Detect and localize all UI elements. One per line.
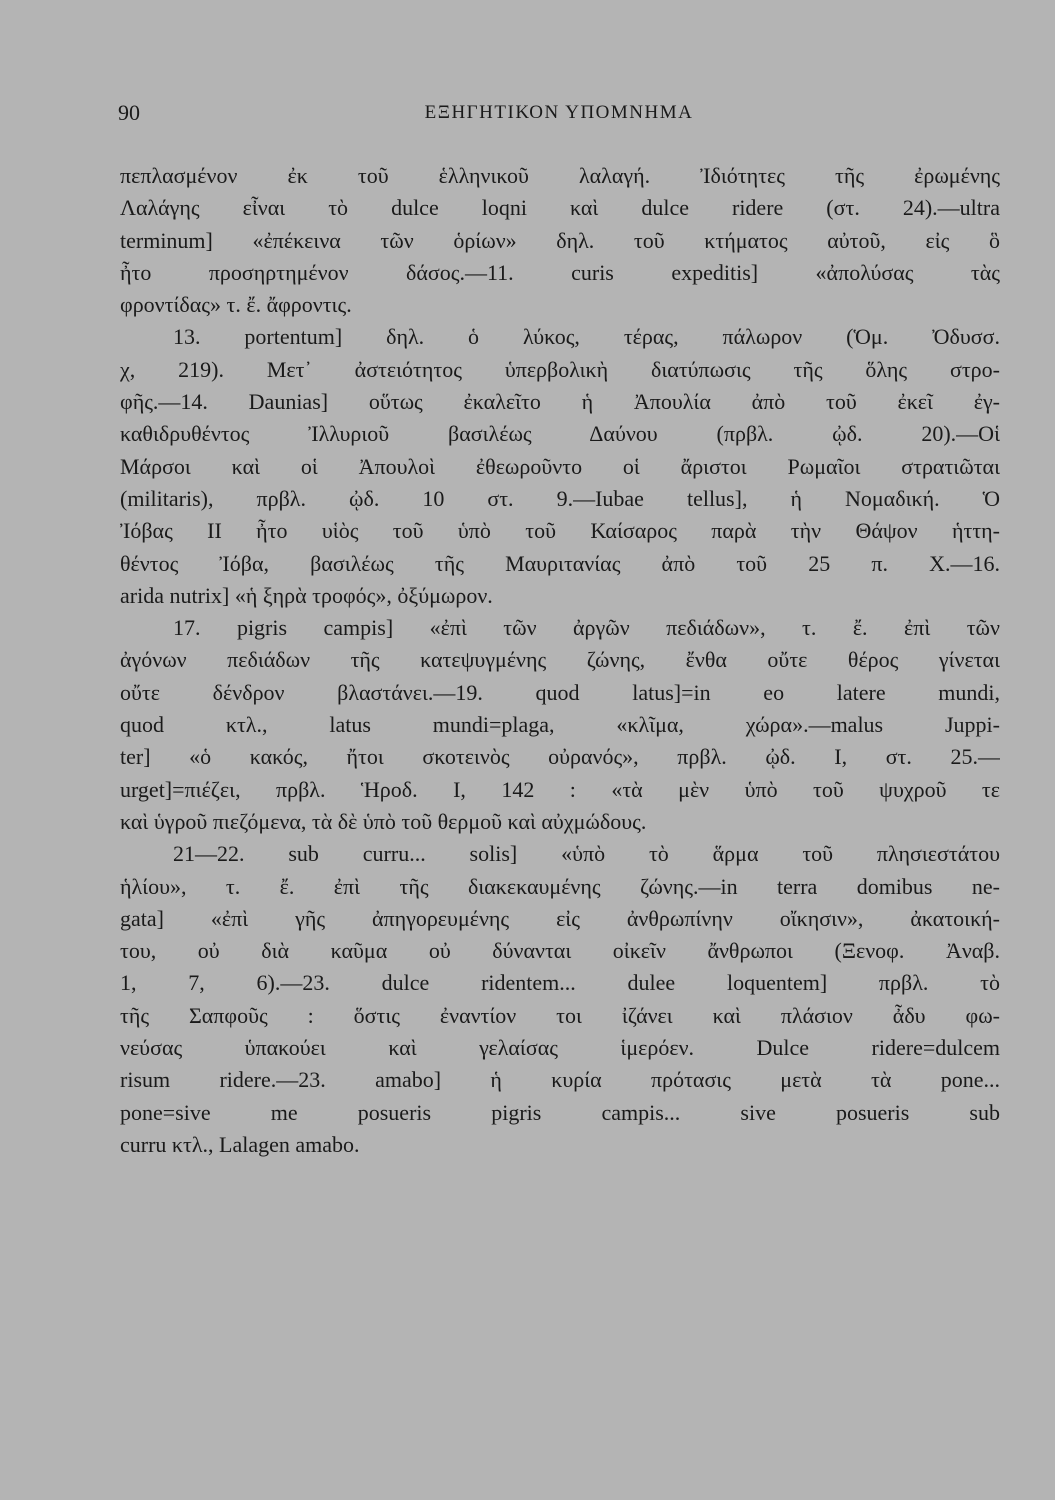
text-line: 13. portentum] δηλ. ὁ λύκος, τέρας, πάλωρον (Ὁμ. Ὀδυσσ.	[173, 324, 1000, 350]
text-line: καθιδρυθέντος Ἰλλυριοῦ βασιλέως Δαύνου (πρβλ. ᾠδ. 20).—Οἱ	[120, 421, 1000, 447]
text-line: Ἰόβας II ἦτο υἱὸς τοῦ ὑπὸ τοῦ Καίσαρος παρὰ τὴν Θάψον ἡττη-	[120, 518, 1000, 544]
text-line: risum ridere.—23. amabo] ἡ κυρία πρότασις μετὰ τὰ pone...	[120, 1067, 1000, 1093]
text-line: νεύσας ὑπακούει καὶ γελαίσας ἱμερόεν. Dulce ridere=dulcem	[120, 1035, 1000, 1061]
page-number: 90	[118, 100, 140, 125]
text-line: οὔτε δένδρον βλαστάνει.—19. quod latus]=in eo latere mundi,	[120, 679, 1000, 705]
commentary-text	[120, 160, 1000, 1161]
text-line: curru κτλ., Lalagen amabo.	[120, 1131, 360, 1157]
text-line: ἡλίου», τ. ἔ. ἐπὶ τῆς διακεκαυμένης ζώνης.—in terra domibus ne-	[120, 873, 1000, 899]
text-line: urget]=πιέζει, πρβλ. Ἡροδ. I, 142 : «τὰ μὲν ὑπὸ τοῦ ψυχροῦ τε	[120, 776, 1000, 802]
text-line: χ, 219). Μετ᾽ ἀστειότητος ὑπερβολικὴ διατύπωσις τῆς ὅλης στρο-	[120, 356, 1000, 382]
text-line: terminum] «ἐπέκεινα τῶν ὁρίων» δηλ. τοῦ κτήματος αὐτοῦ, εἰς ὃ	[120, 227, 1000, 253]
text-line: (militaris), πρβλ. ᾠδ. 10 στ. 9.—Iubae tellus], ἡ Νομαδική. Ὁ	[120, 485, 1000, 511]
running-head: ΕΞΗΓΗΤΙΚΟΝ ΥΠΟΜΝΗΜΑ	[424, 102, 694, 123]
text-line: τῆς Σαπφοῦς : ὅστις ἐναντίον τοι ἰζάνει καὶ πλάσιον ἆδυ φω-	[120, 1002, 1000, 1028]
text-line: θέντος Ἰόβα, βασιλέως τῆς Μαυριτανίας ἀπὸ τοῦ 25 π. Χ.—16.	[120, 550, 1000, 576]
text-line: Λαλάγης εἶναι τὸ dulce loqni καὶ dulce ridere (στ. 24).—ultra	[120, 195, 1000, 221]
text-line: ἦτο προσηρτημένον δάσος.—11. curis expeditis] «ἀπολύσας τὰς	[120, 259, 1000, 285]
text-line: ter] «ὁ κακός, ἤτοι σκοτεινὸς οὐρανός», πρβλ. ᾠδ. I, στ. 25.—	[120, 744, 1000, 770]
text-line: φῆς.—14. Daunias] οὕτως ἐκαλεῖτο ἡ Ἀπουλία ἀπὸ τοῦ ἐκεῖ ἐγ-	[120, 389, 1000, 415]
text-line: quod κτλ., latus mundi=plaga, «κλῖμα, χώρα».—malus Juppi-	[120, 712, 1000, 738]
text-line: gata] «ἐπὶ γῆς ἀπηγορευμένης εἰς ἀνθρωπίνην οἴκησιν», ἀκατοική-	[120, 905, 1000, 931]
text-line: Μάρσοι καὶ οἱ Ἀπουλοὶ ἐθεωροῦντο οἱ ἄριστοι Ρωμαῖοι στρατιῶται	[120, 453, 1000, 479]
text-line: 1, 7, 6).—23. dulce ridentem... dulee loquentem] πρβλ. τὸ	[120, 970, 1000, 996]
text-line: arida nutrix] «ἡ ξηρὰ τροφός», ὀξύμωρον.	[120, 582, 493, 608]
text-line: 17. pigris campis] «ἐπὶ τῶν ἀργῶν πεδιάδων», τ. ἔ. ἐπὶ τῶν	[173, 615, 1000, 641]
text-line: του, οὐ διὰ καῦμα οὐ δύνανται οἰκεῖν ἄνθρωποι (Ξενοφ. Ἀναβ.	[120, 938, 1000, 964]
text-line: ἀγόνων πεδιάδων τῆς κατεψυγμένης ζώνης, ἔνθα οὔτε θέρος γίνεται	[120, 647, 1000, 673]
text-line: 21—22. sub curru... solis] «ὑπὸ τὸ ἅρμα τοῦ πλησιεστάτου	[173, 841, 1000, 867]
text-line: καὶ ὑγροῦ πιεζόμενα, τὰ δὲ ὑπὸ τοῦ θερμοῦ καὶ αὐχμώδους.	[120, 808, 647, 834]
text-line: pone=sive me posueris pigris campis... sive posueris sub	[120, 1099, 1000, 1125]
text-line: φροντίδας» τ. ἔ. ἄφροντις.	[120, 292, 352, 318]
text-line: πεπλασμένον ἐκ τοῦ ἑλληνικοῦ λαλαγή. Ἰδιότητες τῆς ἐρωμένης	[120, 163, 1000, 188]
page-header	[118, 100, 1000, 140]
